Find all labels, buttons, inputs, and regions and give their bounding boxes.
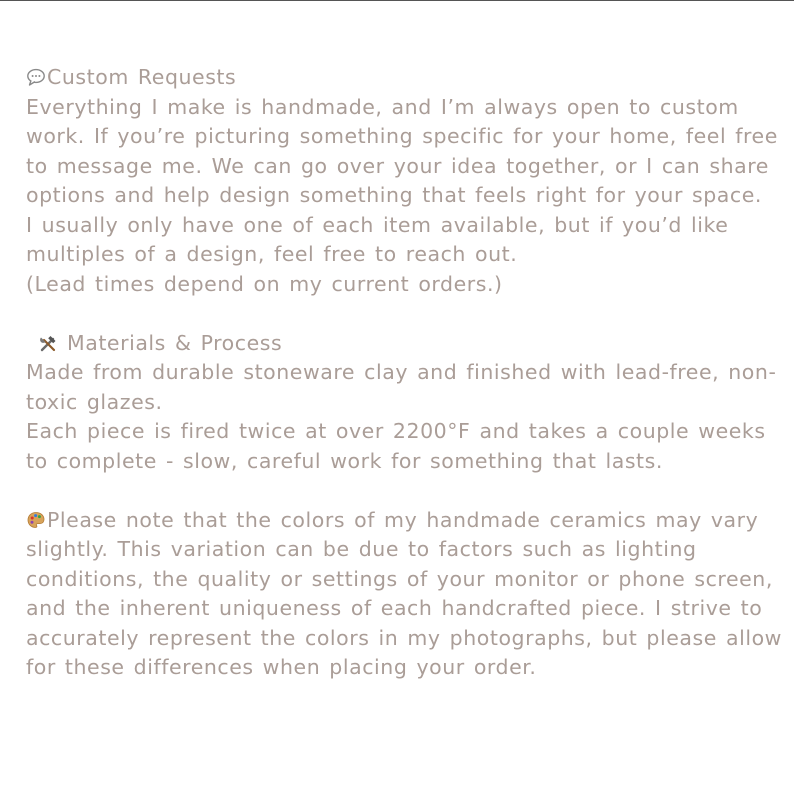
materials-title: Materials & Process <box>67 330 283 355</box>
custom-requests-paragraph-2: I usually only have one of each item available, but if you’d like multiples of a design, feel free to reach out. <box>26 212 729 266</box>
materials-paragraph-2: Each piece is fired twice at over 2200°F and takes a couple weeks to complete - slow, careful work for something that lasts. <box>26 419 766 473</box>
color-note-text: Please note that the colors of my handmade ceramics may vary slightly. This variation can be due to factors such as lighting conditions, the quality or settings of your monitor or phone screen, and the inherent uniqueness of each handcrafted piece. I strive to accurately represent the colors in my photographs, but please allow for these differences when placing your order. <box>26 507 782 679</box>
speech-bubble-icon <box>26 67 46 87</box>
custom-requests-heading <box>26 63 786 93</box>
custom-requests-paragraph-1: Everything I make is handmade, and I’m always open to custom work. If you’re picturing something specific for your home, feel free to message me. We can go over your idea together, or I can share options and help design something that feels right for your space. <box>26 94 778 207</box>
custom-requests-title: Custom Requests <box>47 65 237 89</box>
section-spacer <box>26 476 786 506</box>
materials-section <box>26 329 786 477</box>
materials-paragraph-1: Made from durable stoneware clay and finished with lead-free, non-toxic glazes. <box>26 360 777 414</box>
custom-requests-section <box>26 63 786 299</box>
color-note-paragraph <box>26 506 786 683</box>
materials-heading <box>26 329 786 359</box>
color-note-section <box>26 506 786 683</box>
listing-description <box>26 63 786 683</box>
custom-requests-paragraph-3: (Lead times depend on my current orders.) <box>26 271 503 296</box>
hammer-and-wrench-icon <box>38 333 58 353</box>
section-spacer <box>26 299 786 329</box>
artist-palette-icon <box>26 510 46 530</box>
